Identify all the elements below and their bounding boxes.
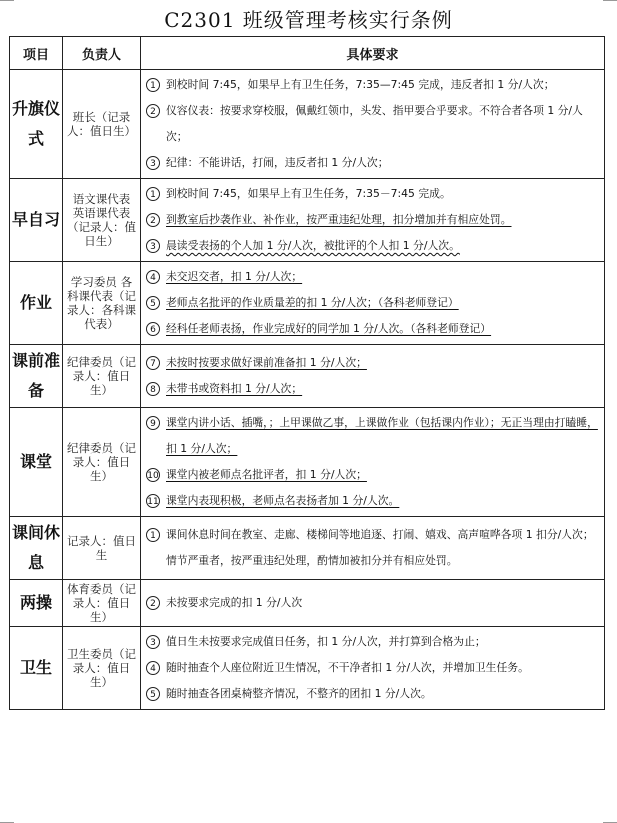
requirement-item	[146, 150, 600, 176]
item-number-badge: 3	[146, 239, 160, 253]
requirement-text: 晨读受表扬的个人加 1 分/人次，被批评的个人扣 1 分/人次。	[166, 239, 460, 252]
table-row	[10, 70, 605, 179]
row-item: 升旗仪式	[10, 70, 63, 179]
requirement-text: 到校时间 7:45，如果早上有卫生任务，7:35—7:45 完成，违反者扣 1 分/人次；	[166, 78, 555, 91]
item-number-badge: 7	[146, 356, 160, 370]
row-owner: 语文课代表 英语课代表（记录人：值日生）	[63, 179, 141, 262]
requirement-item	[146, 290, 600, 316]
requirement-item	[146, 522, 600, 574]
row-requirements	[141, 408, 605, 517]
requirement-item	[146, 207, 600, 233]
requirement-item	[146, 488, 600, 514]
requirement-item	[146, 629, 600, 655]
requirement-item	[146, 98, 600, 150]
requirement-item	[146, 410, 600, 462]
header-requirements: 具体要求	[141, 37, 605, 70]
item-number-badge: 5	[146, 296, 160, 310]
row-owner: 记录人：值日生	[63, 517, 141, 580]
table-header-row	[10, 37, 605, 70]
row-item: 早自习	[10, 179, 63, 262]
row-requirements	[141, 627, 605, 710]
requirement-text: 到校时间 7:45，如果早上有卫生任务，7:35－7:45 完成。	[166, 187, 451, 200]
item-number-badge: 11	[146, 494, 160, 508]
requirement-text: 经科任老师表扬，作业完成好的同学加 1 分/人次。（各科老师登记）	[166, 322, 492, 335]
table-row	[10, 262, 605, 345]
item-number-badge: 1	[146, 528, 160, 542]
requirement-text: 课间休息时间在教室、走廊、楼梯间等地追逐、打闹、嬉戏、高声喧哗各项 1 扣分/人次；情节严重者，按严重违纪处理，酌情加被扣分并有相应处罚。	[166, 528, 594, 567]
requirement-item	[146, 350, 600, 376]
table-row	[10, 517, 605, 580]
row-owner: 纪律委员（记录人：值日生）	[63, 345, 141, 408]
row-item: 作业	[10, 262, 63, 345]
row-owner: 卫生委员（记录人：值日生）	[63, 627, 141, 710]
requirement-item	[146, 655, 600, 681]
requirement-text: 值日生未按要求完成值日任务，扣 1 分/人次，并打算到合格为止；	[166, 635, 486, 648]
requirement-text: 随时抽查个人座位附近卫生情况，不干净者扣 1 分/人次，并增加卫生任务。	[166, 661, 529, 674]
corner-mark	[0, 0, 14, 1]
rules-table	[9, 36, 605, 710]
requirement-text: 仪容仪表：按要求穿校服，佩戴红领巾，头发、指甲要合乎要求。不符合者各项 1 分/人次；	[166, 104, 583, 143]
row-requirements	[141, 262, 605, 345]
item-number-badge: 2	[146, 596, 160, 610]
header-item: 项目	[10, 37, 63, 70]
requirement-text: 纪律：不能讲话，打闹，违反者扣 1 分/人次；	[166, 156, 389, 169]
item-number-badge: 6	[146, 322, 160, 336]
table-row	[10, 408, 605, 517]
requirement-item	[146, 590, 600, 616]
row-item: 课间休息	[10, 517, 63, 580]
row-requirements	[141, 580, 605, 627]
requirement-text: 课堂内表现积极，老师点名表扬者加 1 分/人次。	[166, 494, 400, 507]
item-number-badge: 3	[146, 635, 160, 649]
row-requirements	[141, 517, 605, 580]
item-number-badge: 9	[146, 416, 160, 430]
row-requirements	[141, 345, 605, 408]
row-item: 两操	[10, 580, 63, 627]
row-owner: 学习委员 各科课代表（记录人：各科课代表）	[63, 262, 141, 345]
requirement-text: 未按时按要求做好课前准备扣 1 分/人次；	[166, 356, 367, 369]
row-requirements	[141, 179, 605, 262]
item-number-badge: 10	[146, 468, 160, 482]
page-title: C2301 班级管理考核实行条例	[164, 8, 453, 32]
requirement-text: 老师点名批评的作业质量差的扣 1 分/人次；（各科老师登记）	[166, 296, 459, 309]
requirement-text: 课堂内讲小话、插嘴，；上甲课做乙事，上课做作业（包括课内作业）；无正当理由打瞌睡，扣 1 分/人次；	[166, 416, 598, 455]
item-number-badge: 8	[146, 382, 160, 396]
item-number-badge: 2	[146, 213, 160, 227]
corner-mark	[603, 0, 617, 1]
item-number-badge: 3	[146, 156, 160, 170]
requirement-text: 随时抽查各团桌椅整齐情况，不整齐的团扣 1 分/人次。	[166, 687, 432, 700]
requirement-item	[146, 233, 600, 259]
item-number-badge: 1	[146, 187, 160, 201]
table-row	[10, 345, 605, 408]
row-requirements	[141, 70, 605, 179]
item-number-badge: 4	[146, 270, 160, 284]
row-item: 卫生	[10, 627, 63, 710]
table-row	[10, 627, 605, 710]
requirement-text: 未交迟交者，扣 1 分/人次；	[166, 270, 303, 283]
requirement-text: 未按要求完成的扣 1 分/人次	[166, 596, 303, 609]
table-row	[10, 580, 605, 627]
requirement-text: 未带书或资料扣 1 分/人次；	[166, 382, 303, 395]
requirement-item	[146, 181, 600, 207]
requirement-text: 到教室后抄袭作业、补作业，按严重违纪处理，扣分增加并有相应处罚。	[166, 213, 512, 226]
row-owner: 纪律委员（记录人：值日生）	[63, 408, 141, 517]
item-number-badge: 5	[146, 687, 160, 701]
requirement-item	[146, 681, 600, 707]
item-number-badge: 2	[146, 104, 160, 118]
requirement-item	[146, 72, 600, 98]
header-owner: 负责人	[63, 37, 141, 70]
requirement-item	[146, 316, 600, 342]
requirement-item	[146, 376, 600, 402]
row-owner: 班长（记录人：值日生）	[63, 70, 141, 179]
row-owner: 体育委员（记录人：值日生）	[63, 580, 141, 627]
requirement-text: 课堂内被老师点名批评者，扣 1 分/人次；	[166, 468, 367, 481]
requirement-item	[146, 264, 600, 290]
row-item: 课前准备	[10, 345, 63, 408]
requirement-item	[146, 462, 600, 488]
item-number-badge: 4	[146, 661, 160, 675]
item-number-badge: 1	[146, 78, 160, 92]
row-item: 课堂	[10, 408, 63, 517]
table-row	[10, 179, 605, 262]
